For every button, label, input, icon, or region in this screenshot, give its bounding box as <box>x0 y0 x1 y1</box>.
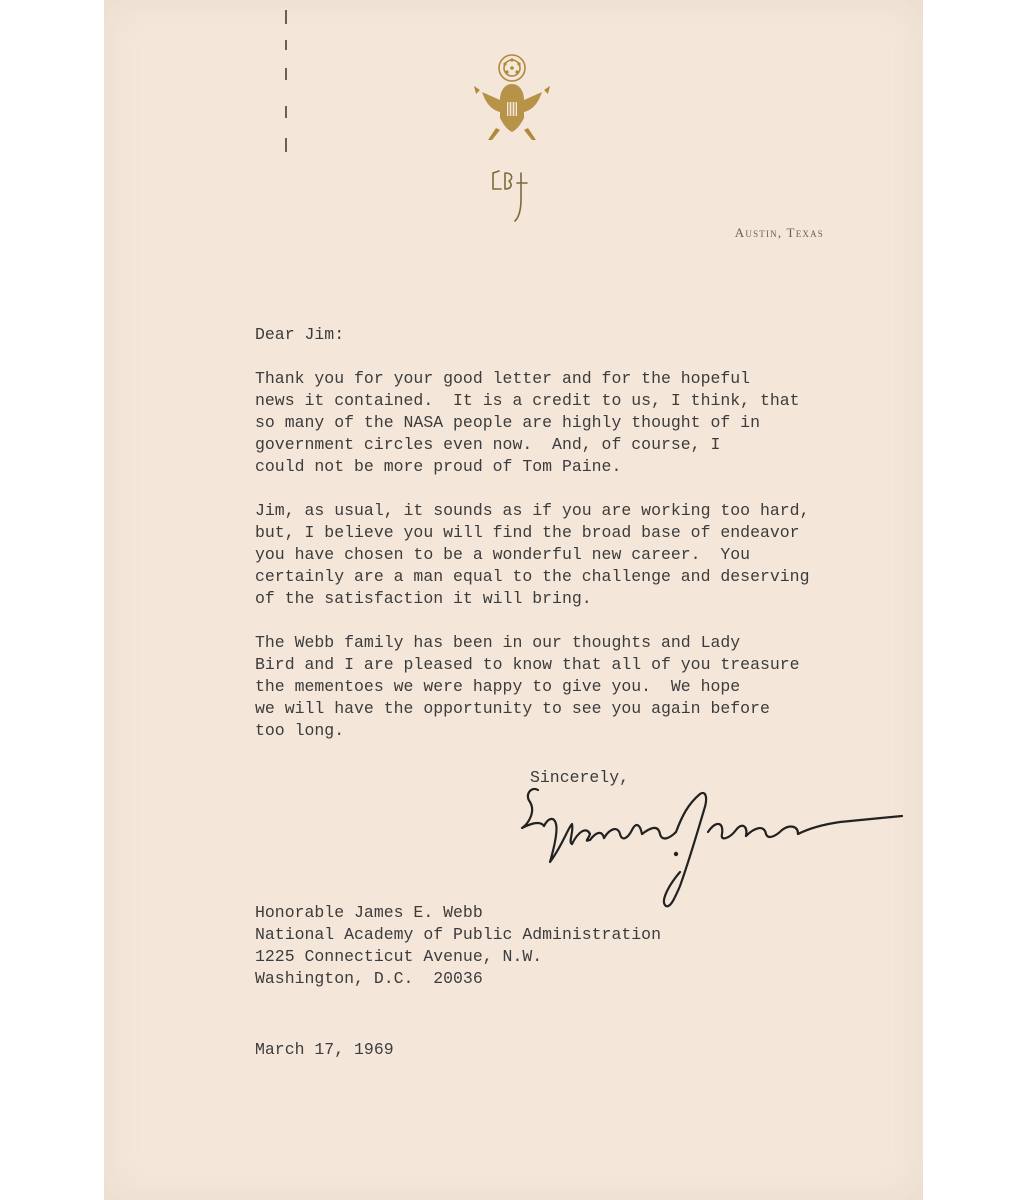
letter-line: of the satisfaction it will bring. <box>255 589 592 608</box>
address-line: 1225 Connecticut Avenue, N.W. <box>255 947 543 966</box>
lbj-monogram-icon <box>487 165 547 225</box>
salutation: Dear Jim: <box>255 325 345 344</box>
paragraph-3 <box>255 632 855 742</box>
punch-marks <box>285 10 289 150</box>
letter-line: Jim, as usual, it sounds as if you are working too hard, <box>255 501 810 520</box>
letter-date: March 17, 1969 <box>255 1040 394 1059</box>
letter-line: too long. <box>255 721 345 740</box>
address-line: Washington, D.C. 20036 <box>255 969 483 988</box>
address-line: Honorable James E. Webb <box>255 903 483 922</box>
paragraph-2 <box>255 500 855 610</box>
recipient-address <box>255 902 661 990</box>
letter-line: we will have the opportunity to see you again before <box>255 699 770 718</box>
letter-line: Thank you for your good letter and for the hopeful <box>255 369 751 388</box>
letter-line: Bird and I are pleased to know that all of you treasure <box>255 655 800 674</box>
letter-line: The Webb family has been in our thoughts and Lady <box>255 633 741 652</box>
closing: Sincerely, <box>530 768 630 787</box>
paragraph-1 <box>255 368 855 478</box>
letter-body <box>255 324 855 764</box>
letter-line: news it contained. It is a credit to us, I think, that <box>255 391 800 410</box>
address-line: National Academy of Public Administration <box>255 925 661 944</box>
letter-line: government circles even now. And, of course, I <box>255 435 721 454</box>
presidential-eagle-seal-icon <box>470 52 554 144</box>
letter-line: the mementoes we were happy to give you. We hope <box>255 677 741 696</box>
letter-line: so many of the NASA people are highly thought of in <box>255 413 760 432</box>
letter-line: but, I believe you will find the broad base of endeavor <box>255 523 800 542</box>
letter-line: you have chosen to be a wonderful new career. You <box>255 545 751 564</box>
letter-line: could not be more proud of Tom Paine. <box>255 457 622 476</box>
letter-line: certainly are a man equal to the challenge and deserving <box>255 567 810 586</box>
letterhead-place: Austin, Texas <box>734 225 824 240</box>
